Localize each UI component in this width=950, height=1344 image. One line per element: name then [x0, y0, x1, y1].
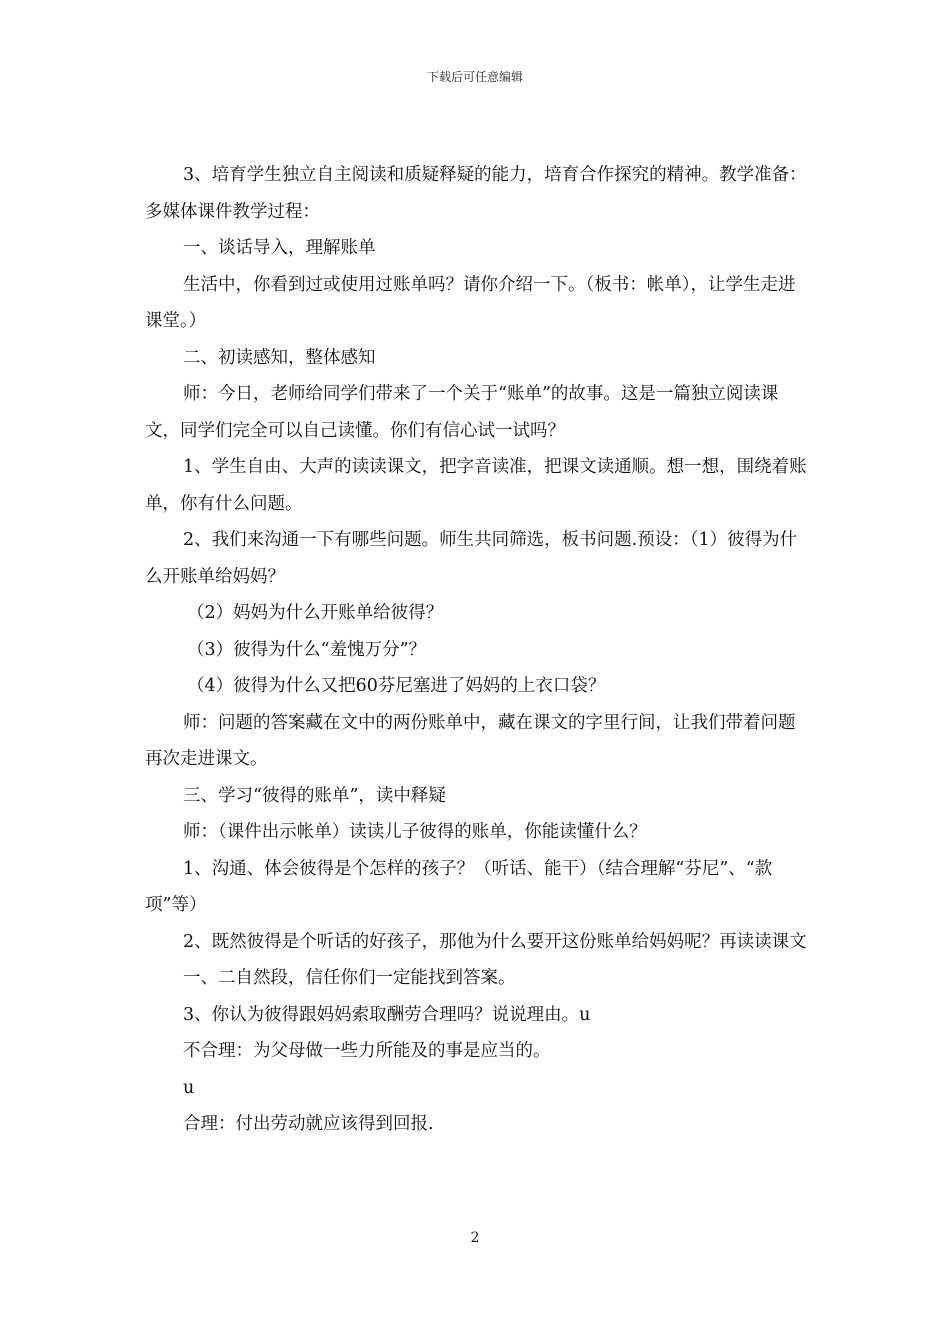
paragraph: 不合理：为父母做一些力所能及的事是应当的。: [183, 1041, 551, 1061]
paragraph: 师：（课件出示帐单）读读儿子彼得的账单，你能读懂什么？: [183, 822, 647, 842]
document-body: [145, 157, 810, 1143]
page-number: 2: [470, 1230, 480, 1246]
paragraph: 一、二自然段，信任你们一定能找到答案。: [183, 968, 516, 988]
paragraph: 生活中，你看到过或使用过账单吗？请你介绍一下。（板书：帐单），让学生走进课堂。）: [145, 274, 796, 331]
paragraph: 1、沟通、体会彼得是个怎样的孩子？（听话、能干）（结合理解“芬尼”、“款项”等）: [145, 858, 773, 915]
paragraph: 一、谈话导入，理解账单: [183, 238, 376, 258]
paragraph: 1、学生自由、大声的读读课文，把字音读准，把课文读通顺。想一想，围绕着账单，你有什么问题。: [145, 457, 807, 514]
paragraph: （4）彼得为什么又把60芬尼塞进了妈妈的上衣口袋？: [187, 676, 606, 696]
paragraph: 3、培育学生独立自主阅读和质疑释疑的能力，培育合作探究的精神。教学准备：多媒体课件教学过程：: [145, 165, 807, 222]
paragraph: 2、我们来沟通一下有哪些问题。师生共同筛选，板书问题.预设：（1）彼得为什么开账单给妈妈？: [145, 530, 798, 587]
paragraph: 3、你认为彼得跟妈妈索取酬劳合理吗？说说理由。u: [183, 1004, 591, 1025]
paragraph: 合理：付出劳动就应该得到回报.: [183, 1114, 434, 1134]
paragraph: 2、既然彼得是个听话的好孩子，那他为什么要开这份账单给妈妈呢？再读读课文: [183, 931, 807, 952]
paragraph: （3）彼得为什么“羞愧万分”？: [187, 639, 427, 660]
page-header: 下载后可任意编辑: [426, 70, 523, 84]
paragraph: （2）妈妈为什么开账单给彼得？: [187, 603, 444, 623]
paragraph: 三、学习“彼得的账单”，读中释疑: [183, 785, 446, 806]
paragraph: 师：今日，老师给同学们带来了一个关于“账单”的故事。这是一篇独立阅读课文，同学们完全可以自己读懂。你们有信心试一试吗？: [145, 384, 779, 441]
paragraph: 二、初读感知，整体感知: [183, 347, 376, 368]
paragraph: u: [183, 1077, 195, 1098]
paragraph: 师：问题的答案藏在文中的两份账单中，藏在课文的字里行间，让我们带着问题再次走进课文。: [145, 712, 796, 769]
